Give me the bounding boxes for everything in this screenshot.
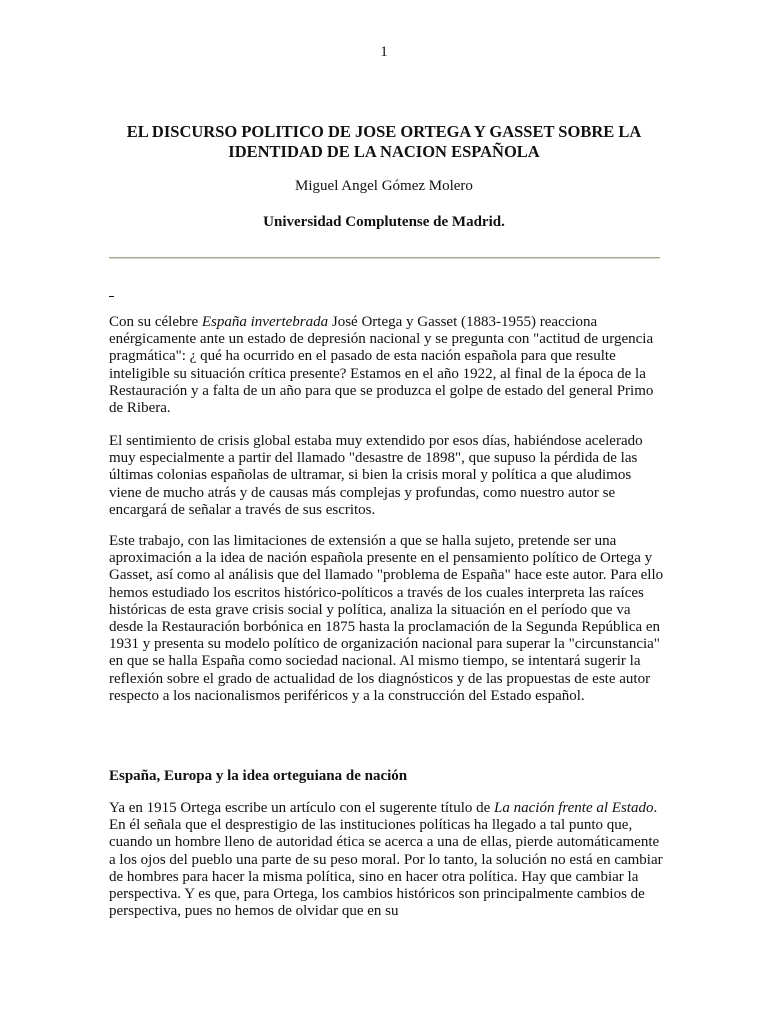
document-title: EL DISCURSO POLITICO DE JOSE ORTEGA Y GASSET SOBRE LA IDENTIDAD DE LA NACION ESPAÑOLA xyxy=(126,122,642,161)
p1-lead: Con su célebre xyxy=(109,314,202,330)
section-heading: España, Europa y la idea orteguiana de nación xyxy=(109,768,408,784)
author-name: Miguel Angel Gómez Molero xyxy=(295,178,473,194)
paragraph-crisis: El sentimiento de crisis global estaba muy extendido por esos días, habiéndose acelerado muy especialmente a partir del llamado "desastre de 1898", que supuso la pérdida de las últimas colonias españolas de ultramar, si bien la crisis moral y política a que aludimos viene de mucho atrás y de causas más complejas y profundas, como nuestro autor se encargará de señalar a través de sus escritos. xyxy=(109,433,643,518)
underscore-mark xyxy=(109,296,114,297)
paragraph-scope: Este trabajo, con las limitaciones de extensión a que se halla sujeto, pretende ser una aproximación a la idea de nación española presente en el pensamiento político de Ortega y Gasset, así como al análisis que del llamado "problema de España" hace este autor. Para ello hemos estudiado los escritos histórico-políticos a través de los cuales interpreta las raíces históricas de esta grave crisis social y política, analiza la situación en el período que va desde la Restauración borbónica en 1875 hasta la proclamación de la Segunda República en 1931 y presenta su modelo político de organización nacional para superar la "circunstancia" en que se halla España como sociedad nacional. Al mismo tiempo, se intentará sugerir la reflexión sobre el grado de actualidad de los diagnósticos y de las propuestas de este autor respecto a los nacionalismos periféricos y a la construcción del Estado español. xyxy=(109,533,664,704)
book-title-espana-invertebrada: España invertebrada xyxy=(201,314,329,330)
p4-rest: . En él señala que el desprestigio de las instituciones políticas ha llegado a tal punto que, cuando un hombre lleno de autoridad ética se acerca a una de ellas, pierde automáticamente a los ojos del pueblo una parte de su peso moral. Por lo tanto, la solución no está en cambiar de hombres para hacer la misma política, sino en hacer otra política. Hay que cambiar la perspectiva. Y es que, para Ortega, los cambios históricos son principalmente cambios de perspectiva, pues no hemos de olvidar que en su xyxy=(109,800,663,920)
paragraph-1915 xyxy=(109,800,665,920)
p4-lead: Ya en 1915 Ortega escribe un artículo con el sugerente título de xyxy=(109,800,495,816)
paragraph-intro xyxy=(109,314,665,417)
page-number: 1 xyxy=(380,44,388,60)
article-title-nacion-frente-estado: La nación frente al Estado xyxy=(494,800,654,816)
p1-rest: José Ortega y Gasset (1883-1955) reacciona enérgicamente ante un estado de depresión nacional y se pregunta con "actitud de urgencia pragmática": ¿ qué ha ocurrido en el pasado de esta nación española para que resulte inteligible su situación crítica presente? Estamos en el año 1922, al final de la época de la Restauración y a falta de un año para que se produzca el golpe de estado del general Primo de Ribera. xyxy=(109,314,654,417)
horizontal-divider xyxy=(109,257,660,259)
author-affiliation: Universidad Complutense de Madrid. xyxy=(263,214,505,230)
